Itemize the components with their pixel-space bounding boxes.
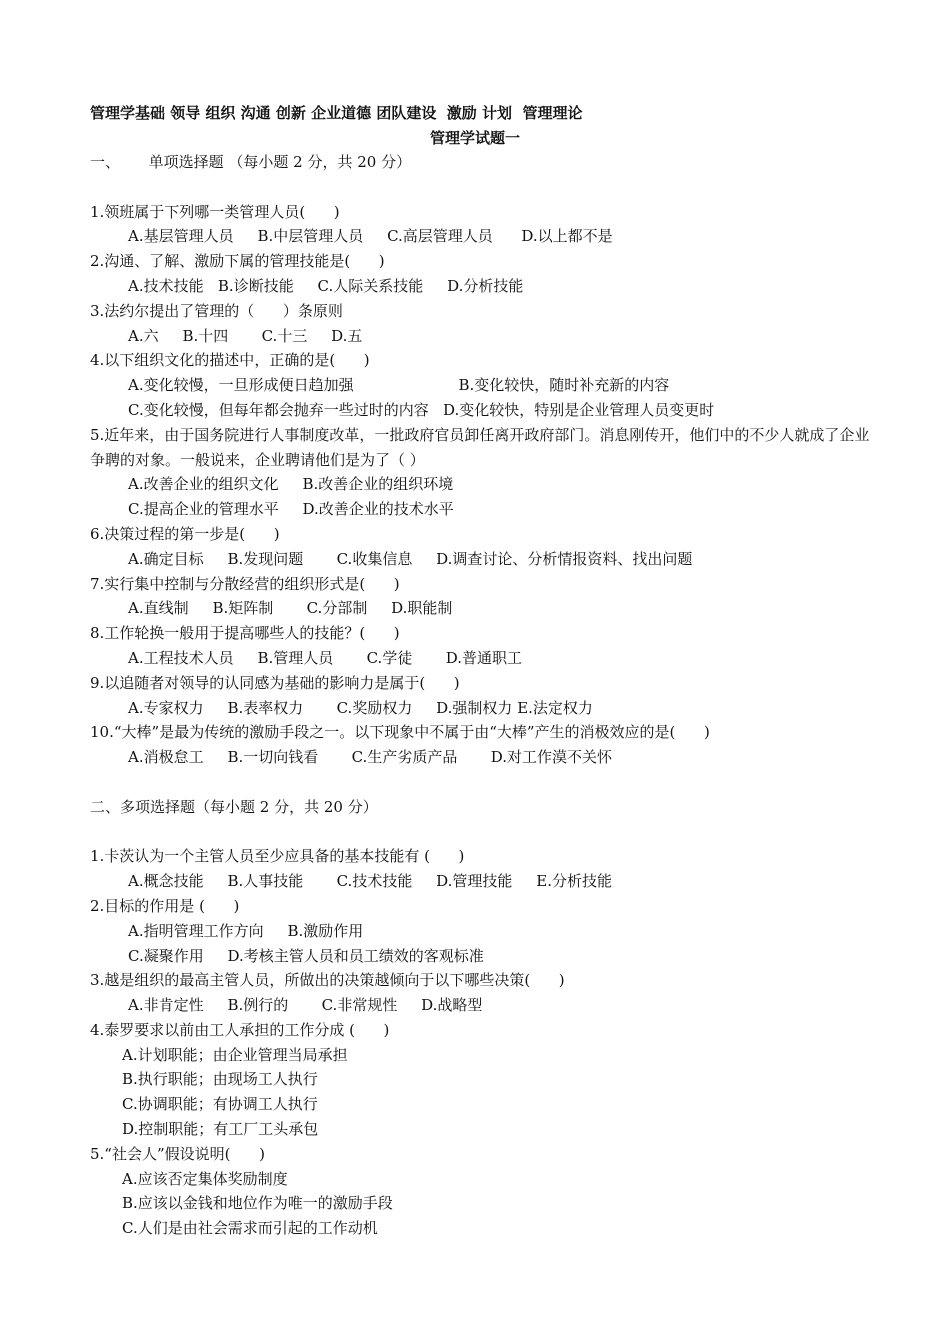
- question-text: 5.近年来，由于国务院进行人事制度改革，一批政府官员卸任离开政府部门。消息刚传开，他们中的不少人就成了企业争聘的对象。一般说来，企业聘请他们是为了（ ）: [90, 425, 870, 469]
- question-options: A.消极怠工 B.一切向钱看 C.生产劣质产品 D.对工作漠不关怀: [128, 748, 612, 767]
- spacer: [90, 770, 870, 795]
- question-options: C.人们是由社会需求而引起的工作动机: [122, 1219, 378, 1238]
- question-text: 1.卡茨认为一个主管人员至少应具备的基本技能有 ( ): [90, 847, 465, 866]
- question-options: C.协调职能；有协调工人执行: [122, 1095, 318, 1114]
- page-title: 管理学试题一: [429, 129, 520, 147]
- section-heading: 一、 单项选择题 （每小题 2 分，共 20 分）: [90, 153, 412, 171]
- question-text: 4.泰罗要求以前由工人承担的工作分成 ( ): [90, 1020, 390, 1039]
- question-options: C.变化较慢，但每年都会抛弃一些过时的内容 D.变化较快，特别是企业管理人员变更时: [128, 400, 715, 419]
- question-options: D.控制职能；有工厂工头承包: [122, 1120, 319, 1139]
- question-options: A.工程技术人员 B.管理人员 C.学徒 D.普通职工: [128, 648, 522, 667]
- question-text: 1.领班属于下列哪一类管理人员( ): [90, 202, 340, 221]
- question-options: A.非肯定性 B.例行的 C.非常规性 D.战略型: [128, 996, 483, 1015]
- question-text: 4.以下组织文化的描述中，正确的是( ): [90, 351, 370, 370]
- question-text: 10.“大棒”是最为传统的激励手段之一。以下现象中不属于由“大棒”产生的消极效应的是( ): [90, 723, 710, 742]
- question-options: A.直线制 B.矩阵制 C.分部制 D.职能制: [128, 599, 453, 618]
- question-options: A.变化较慢，一旦形成便日趋加强 B.变化较快，随时补充新的内容: [128, 376, 670, 395]
- question-options: A.改善企业的组织文化 B.改善企业的组织环境: [128, 475, 454, 494]
- question-options: B.执行职能；由现场工人执行: [122, 1070, 318, 1089]
- question-options: B.应该以金钱和地位作为唯一的激励手段: [122, 1194, 393, 1213]
- question-options: A.计划职能；由企业管理当局承担: [122, 1045, 348, 1064]
- question-options: A.应该否定集体奖励制度: [122, 1169, 288, 1188]
- question-text: 3.越是组织的最高主管人员，所做出的决策越倾向于以下哪些决策( ): [90, 971, 565, 990]
- question-text: 5.“社会人”假设说明( ): [90, 1144, 265, 1163]
- question-options: A.专家权力 B.表率权力 C.奖励权力 D.强制权力 E.法定权力: [128, 698, 593, 717]
- question-text: 9.以追随者对领导的认同感为基础的影响力是属于( ): [90, 673, 460, 692]
- question-text: 2.沟通、了解、激励下属的管理技能是( ): [90, 252, 385, 271]
- section-heading: 二、多项选择题（每小题 2 分，共 20 分）: [90, 797, 378, 816]
- question-text: 2.目标的作用是 ( ): [90, 896, 240, 915]
- question-text: 3.法约尔提出了管理的（ ）条原则: [90, 301, 343, 320]
- question-options: C.提高企业的管理水平 D.改善企业的技术水平: [128, 500, 454, 519]
- question-text: 8.工作轮换一般用于提高哪些人的技能？( ): [90, 624, 400, 643]
- question-options: A.技术技能 B.诊断技能 C.人际关系技能 D.分析技能: [128, 276, 524, 295]
- single-choice-questions: [90, 200, 870, 770]
- spacer: [90, 820, 870, 845]
- question-text: 6.决策过程的第一步是( ): [90, 524, 280, 543]
- question-options: A.六 B.十四 C.十三 D.五: [128, 326, 363, 345]
- multiple-choice-questions: [90, 844, 870, 1241]
- topics-line: 管理学基础 领导 组织 沟通 创新 企业道德 团队建设 激励 计划 管理理论: [90, 104, 583, 122]
- question-options: A.概念技能 B.人事技能 C.技术技能 D.管理技能 E.分析技能: [128, 872, 612, 891]
- spacer: [90, 175, 870, 200]
- question-options: A.指明管理工作方向 B.激励作用: [128, 921, 364, 940]
- document-page: [90, 100, 870, 1241]
- question-options: A.确定目标 B.发现问题 C.收集信息 D.调查讨论、分析情报资料、找出问题: [128, 549, 693, 568]
- question-options: A.基层管理人员 B.中层管理人员 C.高层管理人员 D.以上都不是: [128, 227, 613, 246]
- question-text: 7.实行集中控制与分散经营的组织形式是( ): [90, 574, 400, 593]
- question-options: C.凝聚作用 D.考核主管人员和员工绩效的客观标准: [128, 946, 484, 965]
